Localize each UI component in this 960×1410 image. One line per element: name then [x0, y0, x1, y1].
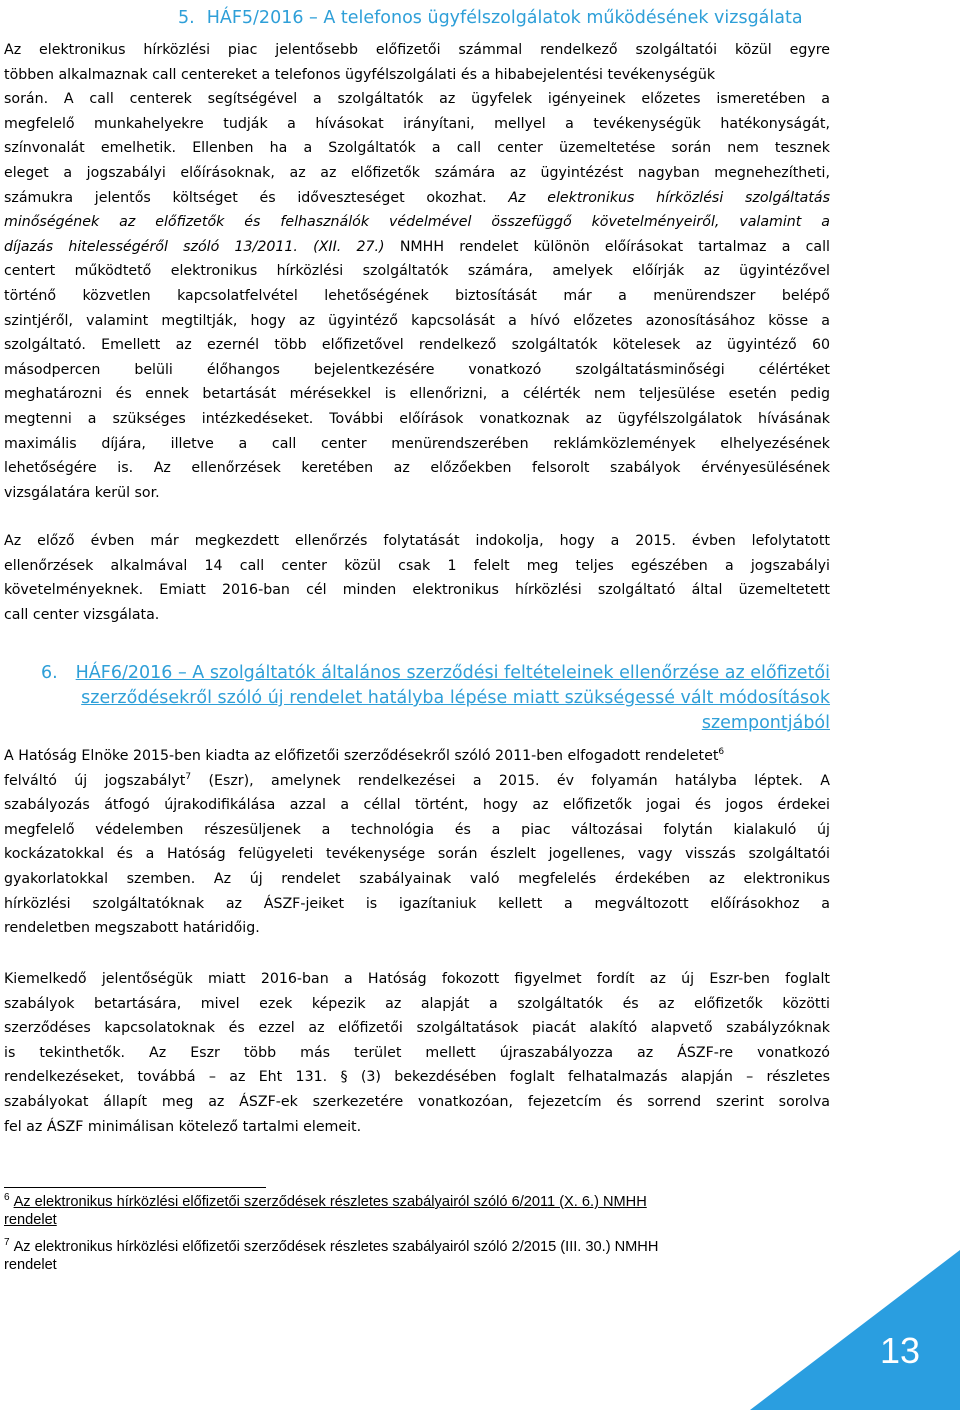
text-run: fel az ÁSZF minimálisan kötelező tartalmi elemeit. — [4, 1118, 362, 1135]
text-line — [4, 112, 830, 137]
text-run: hírközlési szolgáltatóknak az ÁSZF-jeiket is igazítaniuk kellett a megváltozott előírásokhoz a — [4, 895, 830, 912]
text-line — [4, 603, 830, 628]
section-6-paragraph-1 — [4, 744, 830, 941]
text-line — [4, 161, 830, 186]
text-line — [4, 967, 830, 992]
text-line — [4, 309, 830, 334]
text-line — [4, 842, 830, 867]
text-run: másodpercen belüli élőhangos bejelentkezésére vonatkozó szolgáltatásminőségi célértéket — [4, 361, 830, 378]
text-line — [4, 284, 830, 309]
text-line — [4, 867, 830, 892]
text-run: szabályok betartására, mivel ezek képezik az alapját a szolgáltatók és az előfizetők közötti — [4, 995, 830, 1012]
text-run: szolgáltató. Emellett az ezernél több előfizetővel rendelkező szolgáltatók kötelesek az ügyintéző 60 — [4, 337, 830, 354]
text-run: Kiemelkedő jelentőségük miatt 2016-ban a Hatóság fokozott figyelmet fordít az új Eszr-ben foglalt — [4, 971, 830, 987]
text-line — [4, 916, 830, 941]
text-line — [4, 892, 830, 917]
section-6-heading — [8, 661, 830, 736]
text-run: felváltó új jogszabályt — [4, 772, 186, 789]
text-run: Az elektronikus hírközlési szolgáltatás — [486, 189, 830, 206]
text-run: szerződéses kapcsolatoknak és ezzel az előfizetői szolgáltatások piacát alakító alapvető szabályzóknak — [4, 1020, 830, 1037]
section-6-title-line-2: szerződésekről szóló új rendelet hatályba lépése miatt szükségessé vált módosítások — [81, 688, 830, 708]
text-line — [4, 259, 830, 284]
text-line — [4, 793, 830, 818]
text-line — [4, 744, 830, 769]
footnote-7-mark: 7 — [4, 1237, 10, 1248]
text-run: megtenni a szükséges intézkedéseket. További előírások vonatkoznak az ügyfélszolgálatok hívásának — [4, 410, 830, 427]
text-line — [4, 1041, 830, 1066]
text-line — [4, 1065, 830, 1090]
text-run: díjazás hitelességéről szóló 13/2011. (XII. 27.) — [4, 238, 385, 255]
footnote-7-text-cont: rendelet — [4, 1257, 57, 1273]
footnote-6 — [4, 1193, 834, 1229]
text-run: gyakorlatokkal szemben. Az új rendelet szabályainak való megfelelés érdekében az elektronikus — [4, 870, 830, 887]
text-line — [4, 818, 830, 843]
text-run: során. A call centerek segítségével a szolgáltatók az ügyfelek igényeinek előzetes ismeretében a — [4, 91, 830, 108]
footnote-separator — [4, 1187, 266, 1188]
footnote-reference: 6 — [718, 747, 725, 757]
text-line — [4, 769, 830, 794]
section-6-paragraph-2 — [4, 967, 830, 1139]
text-run: ellenőrzések alkalmával 14 call center közül csak 1 felelt meg teljes egészében a jogszabályi — [4, 557, 830, 574]
text-line — [4, 186, 830, 211]
footnote-6-text: Az elektronikus hírközlési előfizetői szerződések részletes szabályairól szóló 6/2011 (X. 6.) NMHH — [13, 1194, 647, 1210]
section-5-paragraph-2 — [4, 529, 830, 627]
text-line — [4, 1090, 830, 1115]
section-5-paragraph-1 — [4, 38, 830, 505]
text-line — [4, 333, 830, 358]
text-line — [4, 63, 830, 88]
text-run: Az elektronikus hírközlési piac jelentősebb előfizetői számmal rendelkező szolgáltatói közül egyre — [4, 42, 830, 58]
text-line — [4, 87, 830, 112]
text-run: számukra jelentős költséget és időveszteséget okozhat. — [4, 189, 487, 206]
text-run: többen alkalmaznak call centereket a telefonos ügyfélszolgálati és a hibabejelentési tevékenységük — [4, 66, 716, 83]
text-run: színvonalát emelhetik. Ellenben ha a Szolgáltatók a call center üzemeltetése során nem tesznek — [4, 140, 830, 157]
section-5-title: HÁF5/2016 – A telefonos ügyfélszolgálatok működésének vizsgálata — [206, 8, 803, 28]
text-line — [4, 136, 830, 161]
page-number: 13 — [880, 1330, 921, 1371]
footnote-7 — [4, 1238, 834, 1274]
text-run: eleget a jogszabályi előírásoknak, az az előfizetők számára az ügyintézést nagyban megnehezítheti, — [4, 164, 830, 181]
text-line — [4, 358, 830, 383]
text-run: kockázatokkal és a Hatóság felügyeleti tevékenysége során észlelt jogellenes, vagy visszás szolgáltatói — [4, 846, 830, 863]
footnote-7-text: Az elektronikus hírközlési előfizetői szerződések részletes szabályairól szóló 2/2015 (III. 30.) NMHH — [13, 1239, 659, 1255]
text-run: lehetőségére is. Az ellenőrzések keretében az előzőekben felsorolt szabályok érvényesülésének — [4, 460, 830, 477]
text-run: meghatározni és ennek betartását mérésekkel is ellenőrizni, a célérték nem teljesülése esetén pedig — [4, 386, 830, 403]
text-line — [4, 382, 830, 407]
text-run: követelményeknek. Emiatt 2016-ban cél minden elektronikus hírközlési szolgáltató által üzemeltetett — [4, 582, 830, 599]
text-run: is tekinthetők. Az Eszr több más terület mellett újraszabályozza az ÁSZF-re vonatkozó — [4, 1044, 830, 1061]
text-run: szabályokat állapít meg az ÁSZF-ek szerkezetére vonatkozóan, fejezetcím és sorrend szerint sorolva — [4, 1093, 830, 1110]
text-line — [4, 456, 830, 481]
section-6-number: 6. — [40, 663, 58, 683]
text-line — [4, 1016, 830, 1041]
text-run: szabályozás átfogó újrakodifikálása azzal a céllal történt, hogy az előfizetők jogai és jogos érdekei — [4, 797, 830, 814]
text-line — [4, 210, 830, 235]
text-run: A Hatóság Elnöke 2015-ben kiadta az előfizetői szerződésekről szóló 2011-ben elfogadott rendeletet — [4, 748, 719, 764]
section-5-number: 5. — [178, 8, 195, 28]
text-line — [4, 578, 830, 603]
footnote-6-text-cont: rendelet — [4, 1212, 57, 1228]
text-line — [4, 1115, 830, 1140]
text-run: rendelkezéseket, továbbá – az Eht 131. § (3) bekezdésében foglalt felhatalmazás alapján – részletes — [4, 1069, 830, 1086]
text-line — [4, 38, 830, 63]
section-6-title-line-3: szempontjából — [701, 713, 830, 733]
section-5-heading — [178, 6, 838, 31]
footnote-6-mark: 6 — [4, 1192, 10, 1203]
text-line — [4, 554, 830, 579]
text-line — [4, 432, 830, 457]
text-run: (Eszr), amelynek rendelkezései a 2015. év folyamán hatályba léptek. A — [191, 772, 831, 789]
text-line — [4, 529, 830, 554]
text-run: vizsgálatára kerül sor. — [4, 484, 160, 501]
text-run: megfelelő védelemben részesüljenek a technológia és a piac változásai folytán kialakuló új — [4, 821, 830, 838]
text-line — [4, 481, 830, 506]
text-line — [4, 235, 830, 260]
text-line — [4, 992, 830, 1017]
text-run: megfelelő munkahelyekre tudják a hívásokat irányítani, mellyel a tevékenységük hatékonyságát, — [4, 115, 830, 132]
text-run: centert működtető elektronikus hírközlési szolgáltatók számára, amelyek előírják az ügyintézővel — [4, 263, 830, 280]
footnote-reference: 7 — [185, 771, 192, 782]
text-run: Az előző évben már megkezdett ellenőrzés folytatását indokolja, hogy a 2015. évben lefolytatott — [4, 533, 830, 549]
text-run: rendeletben megszabott határidőig. — [4, 920, 260, 937]
text-run: NMHH rendelet különön előírásokat tartalmaz a call — [384, 238, 830, 255]
section-6-title-line-1: HÁF6/2016 – A szolgáltatók általános szerződési feltételeinek ellenőrzése az előfizetői — [75, 663, 830, 683]
text-run: történő közvetlen kapcsolatfelvétel lehetőségének biztosítását már a menürendszer belépő — [4, 287, 830, 304]
text-run: call center vizsgálata. — [4, 606, 160, 623]
text-run: szintjéről, valamint megtiltják, hogy az ügyintéző kapcsolását a hívó előzetes azonosításához kösse a — [4, 312, 830, 329]
text-run: minőségének az előfizetők és felhasználók védelmével összefüggő követelményeiről, valamint a — [4, 214, 830, 231]
text-run: maximális díjára, illetve a call center menürendszerében reklámközlemények elhelyezésének — [4, 435, 830, 452]
text-line — [4, 407, 830, 432]
